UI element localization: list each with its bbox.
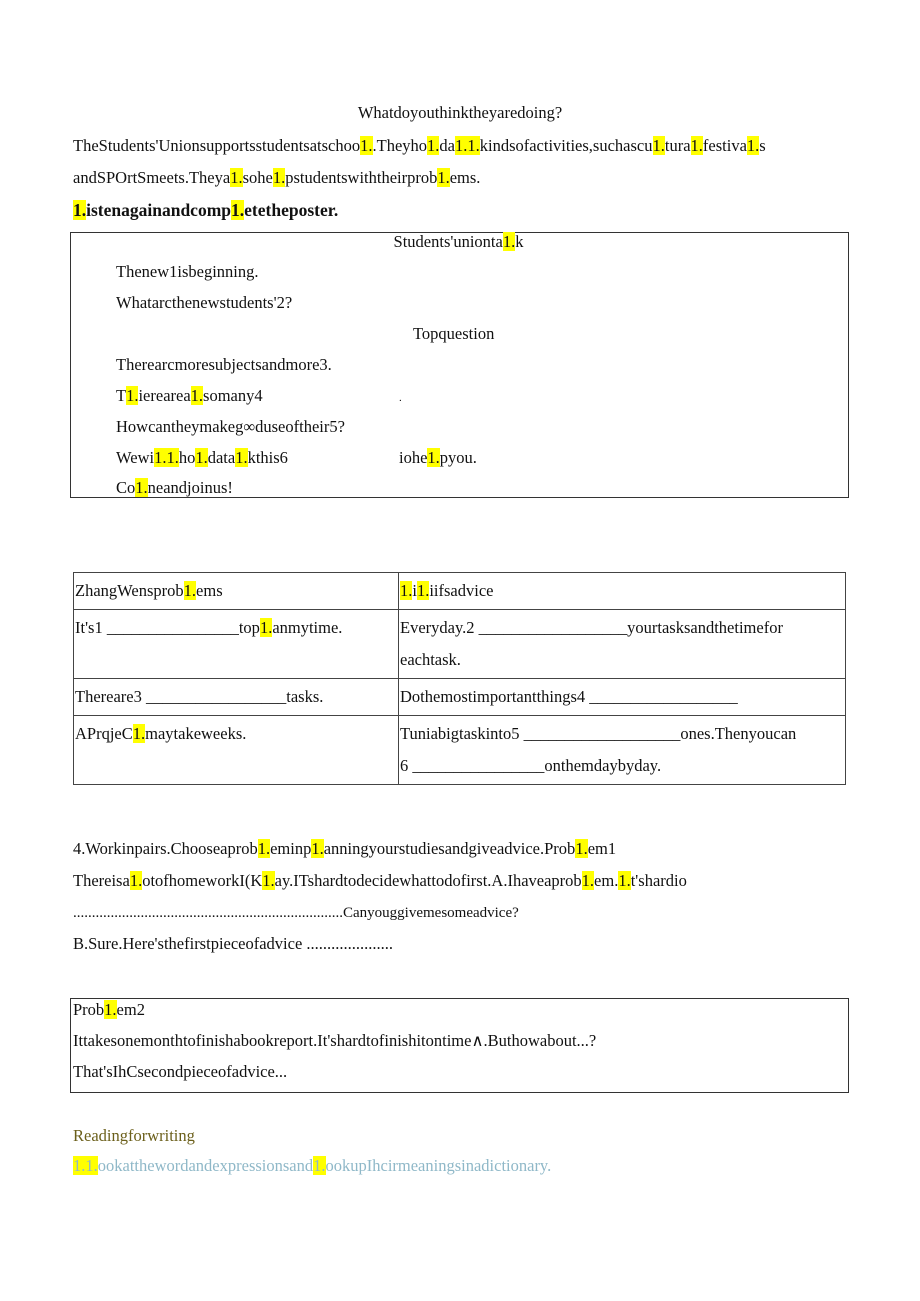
highlight: 1. bbox=[195, 448, 208, 467]
poster-line: Wewi1.1.ho1.data1.kthis6 bbox=[116, 448, 288, 467]
table-cell: Thereare3 _________________tasks. bbox=[74, 679, 399, 716]
highlight: 1. bbox=[230, 168, 243, 187]
highlight: 1. bbox=[262, 871, 275, 890]
highlight: 1. bbox=[416, 581, 430, 600]
problem2-line: That'sIhCsecondpieceofadvice... bbox=[73, 1062, 288, 1081]
highlight: 1. bbox=[183, 581, 197, 600]
poster-line: T1.ierearea1.somany4 bbox=[116, 386, 263, 405]
highlight: 1.1. bbox=[454, 136, 480, 155]
highlight: 1. bbox=[73, 200, 87, 220]
poster-subheading: Topquestion bbox=[413, 324, 495, 343]
highlight: 1. bbox=[746, 136, 760, 155]
cell-line: Tuniabigtaskinto5 ___________________ones.Thenyoucan bbox=[400, 724, 797, 743]
highlight: 1.1. bbox=[154, 448, 179, 467]
table-header: ZhangWensprob1.ems bbox=[74, 573, 399, 610]
reading-heading: Readingforwriting bbox=[73, 1126, 195, 1145]
table-row bbox=[74, 716, 846, 785]
table-cell: It's1 ________________top1.anmytime. bbox=[74, 610, 399, 679]
table-row bbox=[74, 610, 846, 679]
highlight: 1. bbox=[360, 136, 373, 155]
table-cell: APrqjeC1.maytakeweeks. bbox=[74, 716, 399, 785]
highlight: 1. bbox=[129, 871, 143, 890]
poster-line: Co1.neandjoinus! bbox=[116, 478, 233, 497]
table-row bbox=[74, 679, 846, 716]
cell-line: eachtask. bbox=[400, 650, 461, 669]
cell-line: Everyday.2 __________________yourtasksandthetimefor bbox=[400, 618, 783, 637]
poster-line: Whatarcthenewstudents'2? bbox=[116, 293, 293, 312]
highlight: 1. bbox=[190, 386, 204, 405]
highlight: 1. bbox=[257, 839, 271, 858]
problem2-line: Ittakesonemonthtofinishabookreport.It'shardtofinishitontime∧.Buthowabout...? bbox=[73, 1031, 597, 1050]
poster-mark: . bbox=[399, 392, 402, 404]
highlight: 1. bbox=[259, 618, 273, 637]
highlight: 1. bbox=[235, 448, 248, 467]
highlight: 1.1. bbox=[73, 1156, 98, 1175]
title: Whatdoyouthinktheyaredoing? bbox=[357, 103, 563, 122]
highlight: 1. bbox=[437, 168, 450, 187]
cell-line: 6 ________________onthemdaybyday. bbox=[400, 756, 662, 775]
highlight: 1. bbox=[581, 871, 595, 890]
highlight: 1. bbox=[652, 136, 665, 155]
advice-table bbox=[73, 572, 846, 785]
poster-line: Howcantheymakeg∞duseoftheir5? bbox=[116, 417, 345, 436]
highlight: 1. bbox=[427, 448, 440, 467]
highlight: 1. bbox=[690, 136, 703, 155]
highlight: 1. bbox=[126, 386, 139, 405]
pairwork-line: Thereisa1.otofhomeworkI(K1.ay.ITshardtodecidewhattodofirst.A.Ihaveaprob1.em.1.t'shardio bbox=[73, 871, 687, 890]
intro-line-1: TheStudents'Unionsupportsstudentsatschoo1..Theyho1.da1.1.kindsofactivities,suchascu1.tura1.festiva1.s bbox=[73, 136, 766, 155]
highlight: 1. bbox=[132, 724, 146, 743]
poster-line: Thenew1isbeginning. bbox=[116, 262, 259, 281]
highlight: 1. bbox=[231, 200, 245, 220]
pairwork-line: ........................................................................Canyouggivemesomeadvice? bbox=[73, 905, 519, 921]
table-cell bbox=[399, 610, 846, 679]
poster-line: Therearcmoresubjectsandmore3. bbox=[116, 355, 332, 374]
highlight: 1. bbox=[313, 1156, 326, 1175]
highlight: 1. bbox=[311, 839, 324, 858]
reading-instruction: 1.1.ookatthewordandexpressionsand1.ookupIhcirmeaningsinadictionary. bbox=[73, 1156, 552, 1175]
table-header-row bbox=[74, 573, 846, 610]
poster-col2-line: iohe1.pyou. bbox=[399, 448, 477, 467]
problem2-line: Prob1.em2 bbox=[73, 1000, 145, 1019]
table-cell: Dothemostimportantthings4 __________________ bbox=[399, 679, 846, 716]
highlight: 1. bbox=[502, 232, 516, 251]
instruction: 1.istenagainandcomp1.etetheposter. bbox=[73, 200, 339, 220]
highlight: 1. bbox=[104, 1000, 117, 1019]
table-cell bbox=[399, 716, 846, 785]
intro-line-2: andSPOrtSmeets.Theya1.sohe1.pstudentswiththeirprob1.ems. bbox=[73, 168, 481, 187]
highlight: 1. bbox=[400, 581, 413, 600]
highlight: 1. bbox=[618, 871, 631, 890]
poster-heading: Students'unionta1.k bbox=[393, 232, 524, 251]
highlight: 1. bbox=[272, 168, 286, 187]
highlight: 1. bbox=[575, 839, 588, 858]
highlight: 1. bbox=[135, 478, 148, 497]
pairwork-line: 4.Workinpairs.Chooseaprob1.eminp1.anningyourstudiesandgiveadvice.Prob1.em1 bbox=[73, 839, 617, 858]
pairwork-line: B.Sure.Here'sthefirstpieceofadvice ..................... bbox=[73, 934, 394, 953]
highlight: 1. bbox=[427, 136, 440, 155]
table-header: 1.i1.iifsadvice bbox=[399, 573, 846, 610]
